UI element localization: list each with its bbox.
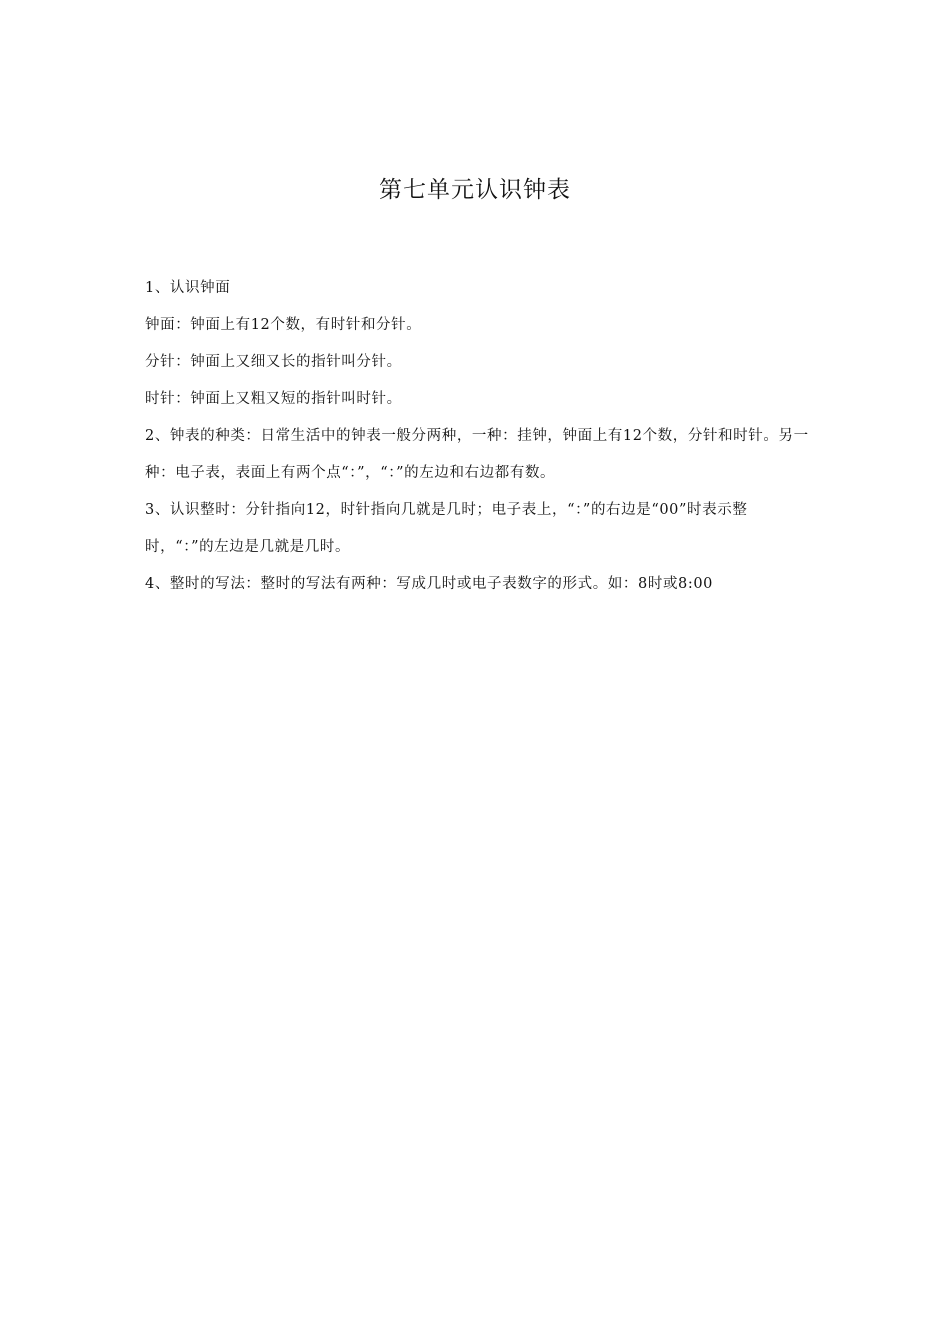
section-heading-clock-face: 1、认识钟面 [145, 280, 231, 296]
paragraph-clock-types: 2、钟表的种类：日常生活中的钟表一般分两种，一种：挂钟，钟面上有12个数，分针和时针。另一种：电子表，表面上有两个点“：”，“：”的左边和右边都有数。 [145, 428, 809, 481]
document-title: 第七单元认识钟表 [379, 177, 571, 203]
paragraph-hour-hand: 时针：钟面上又粗又短的指针叫时针。 [145, 391, 402, 407]
paragraph-clock-face: 钟面：钟面上有12个数，有时针和分针。 [145, 317, 422, 333]
paragraph-minute-hand: 分针：钟面上又细又长的指针叫分针。 [145, 354, 402, 370]
paragraph-whole-hours: 3、认识整时：分针指向12，时针指向几就是几时；电子表上，“：”的右边是“00”时表示整时，“：”的左边是几就是几时。 [145, 502, 748, 555]
document-body [145, 270, 810, 603]
paragraph-writing-hours: 4、整时的写法：整时的写法有两种：写成几时或电子表数字的形式。如：8时或8:00 [145, 576, 714, 592]
